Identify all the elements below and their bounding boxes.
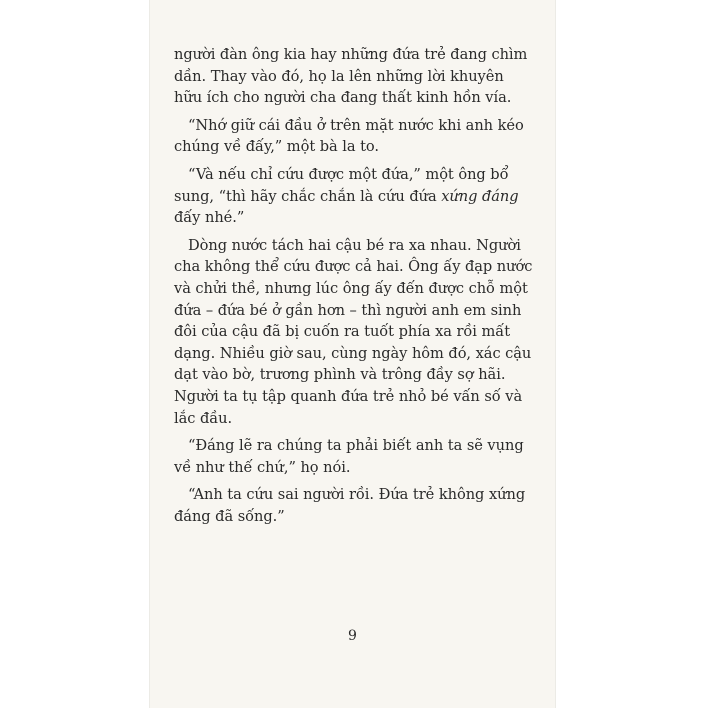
paragraph-3-text-after: đấy nhé.”	[174, 209, 245, 227]
paragraph-3	[174, 164, 534, 229]
paragraph-3-text-before: “Và nếu chỉ cứu được một đứa,” một ông bổ sung, “thì hãy chắc chắn là cứu đứa	[174, 165, 509, 205]
paragraph-5: “Đáng lẽ ra chúng ta phải biết anh ta sẽ vụng về như thế chứ,” họ nói.	[174, 437, 524, 476]
paragraph-2: “Nhớ giữ cái đầu ở trên mặt nước khi anh kéo chúng về đấy,” một bà la to.	[174, 116, 524, 156]
book-page	[150, 0, 555, 708]
paragraph-1: người đàn ông kia hay những đứa trẻ đang chìm dần. Thay vào đó, họ la lên những lời khuyên hữu ích cho người cha đang thất kinh hồn vía.	[174, 46, 528, 107]
paragraph-6: “Anh ta cứu sai người rồi. Đứa trẻ không xứng đáng đã sống.”	[174, 486, 526, 525]
body-text	[174, 44, 534, 533]
paragraph-3-emphasis: xứng đáng	[441, 187, 519, 205]
page-number: 9	[348, 628, 357, 644]
paragraph-4: Dòng nước tách hai cậu bé ra xa nhau. Người cha không thể cứu được cả hai. Ông ấy đạp nước và chửi thề, nhưng lúc ông ấy đến được chỗ một đứa – đứa bé ở gần hơn – thì người anh em sinh đôi của cậu đã bị cuốn ra tuốt phía xa rồi mất dạng. Nhiều giờ sau, cùng ngày hôm đó, xác cậu dạt vào bờ, trương phình và trông đầy sợ hãi. Người ta tụ tập quanh đứa trẻ nhỏ bé vấn số và lắc đầu.	[174, 236, 533, 427]
